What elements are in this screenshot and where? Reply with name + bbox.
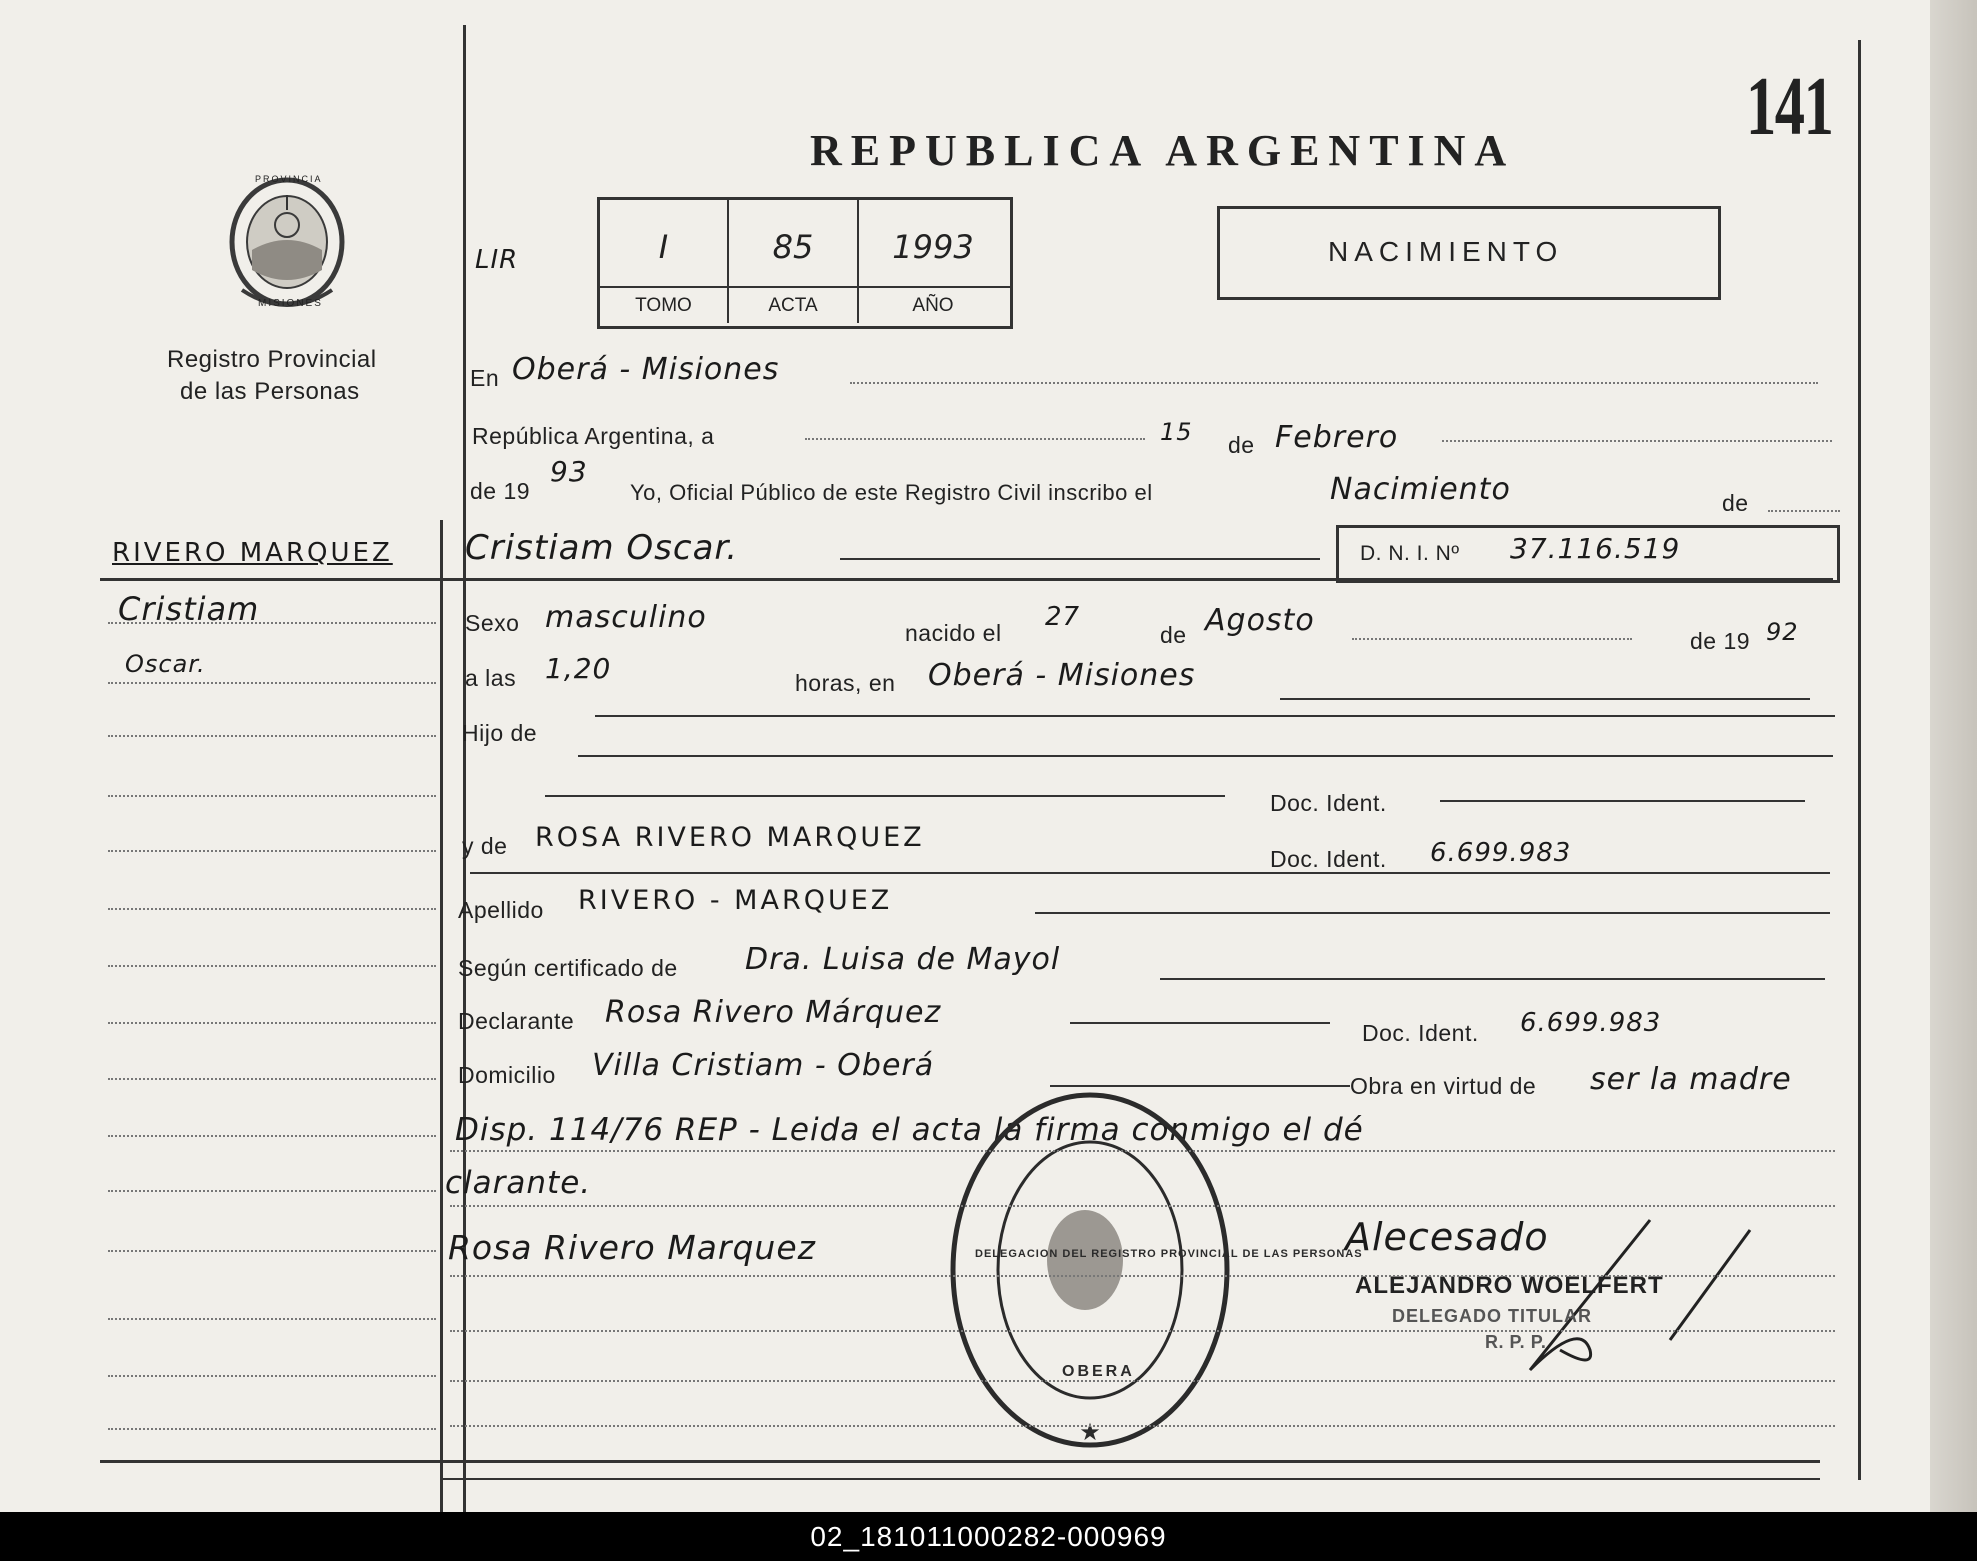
- father-line-3: [545, 795, 1225, 797]
- note-line-2: clarante.: [445, 1165, 592, 1201]
- segun-line: [1160, 978, 1825, 980]
- doc-ident-label-1: Doc. Ident.: [1270, 790, 1387, 816]
- mother-doc: 6.699.983: [1430, 838, 1572, 868]
- birth-day: 27: [1045, 602, 1081, 632]
- de-label-2: de: [1722, 490, 1749, 516]
- name-separator-line: [100, 578, 1833, 581]
- domicilio-value: Villa Cristiam - Oberá: [592, 1048, 935, 1083]
- margin-ruled-line: [108, 1135, 436, 1137]
- emblem-top-text: PROVINCIA: [255, 174, 323, 184]
- father-doc-line: [1440, 800, 1805, 802]
- segun-label: Según certificado de: [458, 955, 678, 981]
- official-stamp-icon: [945, 1085, 1235, 1455]
- day-value: 15: [1160, 418, 1193, 446]
- anio-cell: [859, 200, 1007, 323]
- inner-margin-line: [440, 520, 443, 1512]
- birth-place-line: [1280, 698, 1810, 700]
- inscribed-value: Nacimiento: [1330, 472, 1511, 507]
- sexo-value: masculino: [545, 600, 707, 635]
- dni-label: D. N. I. Nº: [1360, 542, 1460, 565]
- svg-text:★: ★: [1079, 1419, 1101, 1446]
- stamp-ring-text: DELEGACION DEL REGISTRO PROVINCIAL DE LAS PERSONAS: [975, 1248, 1363, 1260]
- margin-ruled-line: [108, 1078, 436, 1080]
- month-line: [1442, 440, 1832, 442]
- tomo-value: I: [658, 228, 669, 266]
- stamp-center-text: OBERA: [1062, 1363, 1135, 1380]
- acta-label: ACTA: [768, 295, 818, 316]
- tomo-cell: [600, 200, 727, 323]
- bottom-line-1: [100, 1460, 1820, 1463]
- horas-label: horas, en: [795, 670, 896, 696]
- page-number: 141: [1746, 60, 1833, 153]
- registry-name-line2: de las Personas: [180, 378, 360, 405]
- official-title: DELEGADO TITULAR: [1392, 1306, 1592, 1326]
- margin-ruled-line: [108, 735, 436, 737]
- day-line: [805, 438, 1145, 440]
- republica-label: República Argentina, a: [472, 423, 715, 449]
- body-ruled-line: [450, 1150, 1835, 1152]
- margin-ruled-line: [108, 1250, 436, 1252]
- margin-ruled-line: [108, 1022, 436, 1024]
- declarante-doc: 6.699.983: [1520, 1008, 1662, 1038]
- margin-ruled-line: [108, 622, 436, 624]
- month-value: Febrero: [1275, 420, 1399, 455]
- anio-label: AÑO: [912, 295, 954, 316]
- en-value: Oberá - Misiones: [512, 352, 780, 387]
- birth-year-prefix: de 19: [1690, 628, 1751, 654]
- doc-ident-label-3: Doc. Ident.: [1362, 1020, 1479, 1046]
- domicilio-label: Domicilio: [458, 1062, 556, 1088]
- yo-text: Yo, Oficial Público de este Registro Civil inscribo el: [630, 480, 1153, 505]
- margin-ruled-line: [108, 795, 436, 797]
- image-code-footer: 02_181011000282-000969: [0, 1512, 1977, 1561]
- tomo-label: TOMO: [635, 295, 692, 316]
- person-name: Cristiam Oscar.: [465, 528, 739, 568]
- body-ruled-line: [450, 1425, 1835, 1427]
- acta-cell: [729, 200, 857, 323]
- margin-divider-line: [463, 25, 466, 1512]
- body-ruled-line: [450, 1205, 1835, 1207]
- official-signature: Alecesado: [1345, 1215, 1549, 1259]
- dni-value: 37.116.519: [1510, 532, 1681, 565]
- birth-time: 1,20: [545, 652, 612, 685]
- body-ruled-line: [450, 1380, 1835, 1382]
- record-prefix: LIR: [475, 245, 519, 275]
- margin-ruled-line: [108, 682, 436, 684]
- segun-value: Dra. Luisa de Mayol: [745, 942, 1061, 977]
- mother-line: [470, 872, 1830, 874]
- margin-ruled-line: [108, 1190, 436, 1192]
- father-line-1: [595, 715, 1835, 717]
- body-ruled-line: [450, 1275, 1835, 1277]
- acta-value: 85: [772, 228, 814, 266]
- note-line-1: Disp. 114/76 REP - Leida el acta la firma conmigo el dé: [455, 1112, 1364, 1148]
- bottom-line-2: [440, 1478, 1820, 1480]
- de-label: de: [1228, 432, 1255, 458]
- person-name-line: [840, 558, 1320, 560]
- declarante-line: [1070, 1022, 1330, 1024]
- en-label: En: [470, 365, 500, 391]
- birth-place: Oberá - Misiones: [928, 658, 1196, 693]
- year-value: 93: [550, 455, 588, 488]
- margin-ruled-line: [108, 1318, 436, 1320]
- declarante-label: Declarante: [458, 1008, 575, 1034]
- yde-label: y de: [462, 833, 508, 859]
- margin-ruled-line: [108, 1428, 436, 1430]
- birth-month: Agosto: [1205, 603, 1315, 638]
- official-name: ALEJANDRO WOELFERT: [1355, 1272, 1664, 1299]
- page-edge: [1930, 0, 1977, 1512]
- alas-label: a las: [465, 665, 517, 691]
- father-line-2: [578, 755, 1833, 757]
- country-title: REPUBLICA ARGENTINA: [810, 126, 1516, 175]
- anio-value: 1993: [892, 228, 974, 266]
- margin-ruled-line: [108, 850, 436, 852]
- apellido-line: [1035, 912, 1830, 914]
- registry-name-line1: Registro Provincial: [167, 346, 377, 373]
- declarante-value: Rosa Rivero Márquez: [605, 995, 942, 1030]
- doc-ident-label-2: Doc. Ident.: [1270, 846, 1387, 872]
- official-office: R. P. P.: [1485, 1332, 1547, 1352]
- obra-label: Obra en virtud de: [1350, 1073, 1537, 1099]
- margin-given-name-1: Cristiam: [118, 590, 260, 628]
- margin-surname: RIVERO MARQUEZ: [112, 538, 393, 568]
- emblem-bottom-text: MISIONES: [258, 298, 323, 309]
- act-type-label: NACIMIENTO: [1328, 236, 1564, 267]
- de-label-3: de: [1160, 622, 1187, 648]
- hijo-label: Hijo de: [462, 720, 538, 746]
- apellido-value: RIVERO - MARQUEZ: [578, 885, 893, 916]
- margin-ruled-line: [108, 908, 436, 910]
- en-line: [850, 382, 1818, 384]
- sexo-label: Sexo: [465, 610, 520, 636]
- declarant-signature: Rosa Rivero Marquez: [448, 1228, 816, 1267]
- margin-given-name-2: Oscar.: [125, 650, 206, 678]
- margin-ruled-line: [108, 1375, 436, 1377]
- apellido-label: Apellido: [458, 897, 544, 923]
- mother-name: ROSA RIVERO MARQUEZ: [535, 822, 925, 853]
- margin-ruled-line: [108, 965, 436, 967]
- year-prefix: de 19: [470, 478, 531, 504]
- birth-month-line: [1352, 638, 1632, 640]
- body-ruled-line: [450, 1330, 1835, 1332]
- birth-year-value: 92: [1766, 618, 1799, 646]
- inscribed-line: [1768, 510, 1840, 512]
- right-border-line: [1858, 40, 1861, 1480]
- obra-value: ser la madre: [1590, 1062, 1792, 1097]
- nacido-label: nacido el: [905, 620, 1002, 646]
